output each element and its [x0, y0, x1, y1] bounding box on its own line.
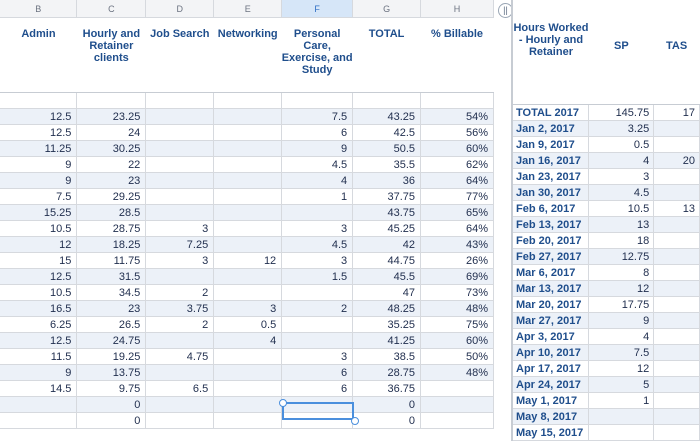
cell[interactable]	[654, 329, 700, 345]
column-letter-b[interactable]: B	[0, 0, 77, 18]
cell[interactable]: 12.5	[0, 269, 77, 285]
cell[interactable]: 9	[0, 157, 77, 173]
week-label: May 15, 2017	[513, 425, 589, 441]
cell[interactable]: 3	[589, 169, 654, 185]
cell[interactable]	[654, 137, 700, 153]
summary-row	[513, 377, 700, 393]
cell[interactable]: 24.75	[77, 333, 146, 349]
table-row	[0, 157, 494, 173]
table-row	[0, 381, 494, 397]
summary-column-header: TAS	[654, 0, 700, 105]
cell[interactable]: 12	[589, 361, 654, 377]
cell[interactable]: 7.5	[282, 109, 353, 125]
cell[interactable]	[654, 361, 700, 377]
table-row	[0, 173, 494, 189]
table-row	[0, 205, 494, 221]
summary-row	[513, 217, 700, 233]
cell[interactable]: 145.75	[589, 105, 654, 121]
cell[interactable]: 9	[589, 313, 654, 329]
cell[interactable]: 12.5	[0, 333, 77, 349]
cell[interactable]	[654, 425, 700, 441]
table-row	[0, 237, 494, 253]
cell[interactable]	[146, 189, 214, 205]
selection-handle-bottom-right[interactable]	[351, 417, 359, 425]
cell[interactable]	[214, 413, 282, 429]
freeze-toggle-button[interactable]: ||	[498, 3, 513, 18]
cell[interactable]	[0, 413, 77, 429]
cell[interactable]: 48%	[421, 365, 494, 381]
cell[interactable]: 31.5	[77, 269, 146, 285]
cell[interactable]: 23	[77, 301, 146, 317]
week-label: Mar 20, 2017	[513, 297, 589, 313]
cell[interactable]: 3	[146, 253, 214, 269]
cell[interactable]	[146, 93, 214, 109]
week-label: Jan 9, 2017	[513, 137, 589, 153]
week-label: Apr 3, 2017	[513, 329, 589, 345]
cell[interactable]: 4.75	[146, 349, 214, 365]
cell[interactable]: 2	[146, 317, 214, 333]
cell[interactable]	[421, 413, 494, 429]
summary-column-header: SP	[589, 0, 654, 105]
cell[interactable]	[146, 141, 214, 157]
cell[interactable]	[146, 157, 214, 173]
cell[interactable]: 35.5	[353, 157, 421, 173]
cell[interactable]	[146, 125, 214, 141]
table-row	[0, 189, 494, 205]
cell[interactable]: 10.5	[0, 221, 77, 237]
column-header: TOTAL	[353, 18, 421, 93]
summary-body	[513, 105, 700, 441]
cell[interactable]: 6	[282, 365, 353, 381]
summary-row	[513, 361, 700, 377]
cell[interactable]: 7.5	[589, 345, 654, 361]
cell[interactable]	[214, 397, 282, 413]
cell[interactable]: 1	[589, 393, 654, 409]
week-label: Apr 17, 2017	[513, 361, 589, 377]
week-label: TOTAL 2017	[513, 105, 589, 121]
cell[interactable]: 12	[589, 281, 654, 297]
cell[interactable]: 13.75	[77, 365, 146, 381]
cell[interactable]: 15.25	[0, 205, 77, 221]
cell[interactable]	[214, 269, 282, 285]
column-header: Admin	[0, 18, 77, 93]
cell[interactable]	[654, 185, 700, 201]
cell[interactable]	[282, 205, 353, 221]
cell[interactable]: 36	[353, 173, 421, 189]
cell[interactable]	[146, 333, 214, 349]
summary-row	[513, 169, 700, 185]
cell[interactable]	[654, 409, 700, 425]
cell[interactable]: 45.25	[353, 221, 421, 237]
data-body	[0, 93, 494, 429]
cell[interactable]: 41.25	[353, 333, 421, 349]
cell[interactable]: 4	[282, 173, 353, 189]
cell[interactable]: 6	[282, 125, 353, 141]
cell[interactable]: 28.75	[77, 221, 146, 237]
cell[interactable]	[214, 237, 282, 253]
cell[interactable]: 4.5	[282, 237, 353, 253]
cell[interactable]: 77%	[421, 189, 494, 205]
cell[interactable]	[654, 233, 700, 249]
week-label: Mar 13, 2017	[513, 281, 589, 297]
cell[interactable]	[0, 397, 77, 413]
cell[interactable]: 26.5	[77, 317, 146, 333]
column-header: Personal Care, Exercise, and Study	[282, 18, 353, 93]
cell[interactable]: 15	[0, 253, 77, 269]
summary-row	[513, 409, 700, 425]
cell[interactable]	[654, 297, 700, 313]
cell[interactable]: 3	[282, 221, 353, 237]
cell[interactable]: 30.25	[77, 141, 146, 157]
cell[interactable]	[654, 169, 700, 185]
cell[interactable]: 11.25	[0, 141, 77, 157]
table-row	[0, 365, 494, 381]
cell[interactable]	[146, 397, 214, 413]
summary-sheet	[513, 0, 700, 441]
cell[interactable]: 56%	[421, 125, 494, 141]
cell[interactable]: 0	[77, 413, 146, 429]
cell[interactable]: 9	[0, 173, 77, 189]
summary-row	[513, 153, 700, 169]
selection-handle-top-left[interactable]	[279, 399, 287, 407]
week-label: Feb 27, 2017	[513, 249, 589, 265]
cell[interactable]	[589, 409, 654, 425]
cell[interactable]: 6.25	[0, 317, 77, 333]
cell[interactable]	[214, 205, 282, 221]
cell[interactable]: 54%	[421, 109, 494, 125]
cell[interactable]: 34.5	[77, 285, 146, 301]
cell[interactable]: 48%	[421, 301, 494, 317]
cell[interactable]: 14.5	[0, 381, 77, 397]
cell[interactable]	[214, 285, 282, 301]
cell[interactable]: 3	[282, 253, 353, 269]
summary-row	[513, 137, 700, 153]
cell[interactable]: 62%	[421, 157, 494, 173]
table-row	[0, 125, 494, 141]
summary-row	[513, 201, 700, 217]
cell[interactable]: 19.25	[77, 349, 146, 365]
cell[interactable]: 12	[0, 237, 77, 253]
cell[interactable]: 18.25	[77, 237, 146, 253]
cell[interactable]: 12.75	[589, 249, 654, 265]
cell[interactable]: 4.5	[282, 157, 353, 173]
cell[interactable]	[214, 189, 282, 205]
week-label: Apr 10, 2017	[513, 345, 589, 361]
cell[interactable]: 47	[353, 285, 421, 301]
table-row	[0, 141, 494, 157]
cell[interactable]	[282, 93, 353, 109]
week-label: Mar 27, 2017	[513, 313, 589, 329]
cell[interactable]	[214, 109, 282, 125]
cell[interactable]: 1	[282, 189, 353, 205]
cell[interactable]: 12.5	[0, 125, 77, 141]
column-header: Networking	[214, 18, 282, 93]
summary-row	[513, 297, 700, 313]
cell[interactable]: 22	[77, 157, 146, 173]
cell[interactable]	[0, 93, 77, 109]
cell[interactable]: 23	[77, 173, 146, 189]
cell[interactable]	[654, 249, 700, 265]
cell[interactable]	[282, 285, 353, 301]
table-row	[0, 333, 494, 349]
cell[interactable]	[214, 125, 282, 141]
cell[interactable]	[146, 173, 214, 189]
column-letter-h[interactable]: H	[421, 0, 494, 18]
week-label: Feb 20, 2017	[513, 233, 589, 249]
summary-table	[513, 0, 700, 441]
week-label: Apr 24, 2017	[513, 377, 589, 393]
cell[interactable]: 26%	[421, 253, 494, 269]
cell[interactable]	[654, 281, 700, 297]
table-row	[0, 269, 494, 285]
cell[interactable]: 73%	[421, 285, 494, 301]
cell[interactable]: 13	[589, 217, 654, 233]
cell[interactable]	[214, 381, 282, 397]
cell[interactable]: 0	[353, 397, 421, 413]
cell[interactable]: 3	[282, 349, 353, 365]
cell[interactable]	[146, 365, 214, 381]
cell[interactable]: 6.5	[146, 381, 214, 397]
cell[interactable]	[421, 93, 494, 109]
cell[interactable]: 18	[589, 233, 654, 249]
cell[interactable]	[214, 365, 282, 381]
cell[interactable]	[421, 381, 494, 397]
cell[interactable]: 23.25	[77, 109, 146, 125]
cell[interactable]: 29.25	[77, 189, 146, 205]
cell[interactable]: 6	[282, 381, 353, 397]
column-letter-e[interactable]: E	[214, 0, 282, 18]
week-label: Feb 6, 2017	[513, 201, 589, 217]
summary-row	[513, 233, 700, 249]
cell[interactable]: 0	[77, 397, 146, 413]
cell[interactable]	[77, 93, 146, 109]
selected-cell[interactable]	[282, 402, 354, 420]
summary-row	[513, 281, 700, 297]
summary-row	[513, 345, 700, 361]
cell[interactable]: 42	[353, 237, 421, 253]
week-label: Feb 13, 2017	[513, 217, 589, 233]
week-label: May 8, 2017	[513, 409, 589, 425]
cell[interactable]: 17	[654, 105, 700, 121]
cell[interactable]: 10.5	[589, 201, 654, 217]
header-row	[0, 18, 494, 93]
cell[interactable]: 17.75	[589, 297, 654, 313]
summary-row	[513, 105, 700, 121]
table-row	[0, 109, 494, 125]
cell[interactable]: 43.75	[353, 205, 421, 221]
cell[interactable]: 2	[146, 285, 214, 301]
cell[interactable]	[589, 425, 654, 441]
week-label: Jan 23, 2017	[513, 169, 589, 185]
cell[interactable]: 48.25	[353, 301, 421, 317]
cell[interactable]	[654, 345, 700, 361]
summary-row	[513, 329, 700, 345]
week-label: May 1, 2017	[513, 393, 589, 409]
cell[interactable]: 12.5	[0, 109, 77, 125]
week-label: Jan 16, 2017	[513, 153, 589, 169]
cell[interactable]	[654, 313, 700, 329]
cell[interactable]: 3	[146, 221, 214, 237]
cell[interactable]: 60%	[421, 333, 494, 349]
cell[interactable]	[654, 217, 700, 233]
table-row	[0, 93, 494, 109]
cell[interactable]: 65%	[421, 205, 494, 221]
cell[interactable]: 13	[654, 201, 700, 217]
summary-row	[513, 393, 700, 409]
cell[interactable]: 0.5	[589, 137, 654, 153]
table-row	[0, 301, 494, 317]
cell[interactable]: 3	[214, 301, 282, 317]
summary-row	[513, 313, 700, 329]
cell[interactable]: 3.75	[146, 301, 214, 317]
cell[interactable]: 4.5	[589, 185, 654, 201]
cell[interactable]: 44.75	[353, 253, 421, 269]
cell[interactable]: 28.75	[353, 365, 421, 381]
cell[interactable]: 38.5	[353, 349, 421, 365]
table-row	[0, 253, 494, 269]
column-header: Hourly and Retainer clients	[77, 18, 146, 93]
cell[interactable]: 43%	[421, 237, 494, 253]
cell[interactable]: 28.5	[77, 205, 146, 221]
week-label: Jan 2, 2017	[513, 121, 589, 137]
cell[interactable]: 11.5	[0, 349, 77, 365]
cell[interactable]	[214, 141, 282, 157]
cell[interactable]: 4	[589, 153, 654, 169]
table-row	[0, 285, 494, 301]
cell[interactable]: 7.5	[0, 189, 77, 205]
cell[interactable]: 64%	[421, 173, 494, 189]
column-header: Job Search	[146, 18, 214, 93]
cell[interactable]: 0	[353, 413, 421, 429]
cell[interactable]: 16.5	[0, 301, 77, 317]
table-row	[0, 349, 494, 365]
cell[interactable]	[421, 397, 494, 413]
cell[interactable]	[282, 317, 353, 333]
cell[interactable]: 43.25	[353, 109, 421, 125]
cell[interactable]	[214, 157, 282, 173]
column-letter-d[interactable]: D	[146, 0, 214, 18]
cell[interactable]: 9.75	[77, 381, 146, 397]
cell[interactable]	[146, 269, 214, 285]
cell[interactable]	[146, 109, 214, 125]
cell[interactable]	[654, 121, 700, 137]
cell[interactable]: 2	[282, 301, 353, 317]
cell[interactable]: 69%	[421, 269, 494, 285]
cell[interactable]: 4	[589, 329, 654, 345]
summary-column-header: Hours Worked - Hourly and Retainer	[513, 0, 589, 105]
cell[interactable]: 60%	[421, 141, 494, 157]
cell[interactable]	[214, 221, 282, 237]
cell[interactable]: 24	[77, 125, 146, 141]
week-label: Mar 6, 2017	[513, 265, 589, 281]
cell[interactable]	[214, 93, 282, 109]
cell[interactable]: 64%	[421, 221, 494, 237]
table-row	[0, 317, 494, 333]
table-row	[0, 221, 494, 237]
cell[interactable]	[654, 265, 700, 281]
column-header: % Billable	[421, 18, 494, 93]
cell[interactable]: 12	[214, 253, 282, 269]
cell[interactable]: 9	[282, 141, 353, 157]
cell[interactable]: 20	[654, 153, 700, 169]
column-letter-f[interactable]: F	[282, 0, 353, 18]
cell[interactable]: 50%	[421, 349, 494, 365]
cell[interactable]	[214, 349, 282, 365]
summary-row	[513, 249, 700, 265]
column-letter-g[interactable]: G	[353, 0, 421, 18]
column-letter-row	[0, 0, 494, 18]
cell[interactable]: 5	[589, 377, 654, 393]
cell[interactable]: 4	[214, 333, 282, 349]
cell[interactable]: 42.5	[353, 125, 421, 141]
cell[interactable]: 45.5	[353, 269, 421, 285]
cell[interactable]	[214, 173, 282, 189]
cell[interactable]: 7.25	[146, 237, 214, 253]
cell[interactable]	[654, 393, 700, 409]
cell[interactable]: 1.5	[282, 269, 353, 285]
summary-row	[513, 425, 700, 441]
cell[interactable]	[654, 377, 700, 393]
cell[interactable]	[353, 93, 421, 109]
cell[interactable]	[146, 413, 214, 429]
cell[interactable]: 11.75	[77, 253, 146, 269]
summary-row	[513, 185, 700, 201]
table-row	[0, 413, 494, 429]
cell[interactable]: 50.5	[353, 141, 421, 157]
cell[interactable]	[146, 205, 214, 221]
summary-row	[513, 265, 700, 281]
cell[interactable]: 37.75	[353, 189, 421, 205]
cell[interactable]	[282, 333, 353, 349]
cell[interactable]: 36.75	[353, 381, 421, 397]
week-label: Jan 30, 2017	[513, 185, 589, 201]
cell[interactable]: 35.25	[353, 317, 421, 333]
cell[interactable]: 3.25	[589, 121, 654, 137]
cell[interactable]: 10.5	[0, 285, 77, 301]
table-row	[0, 397, 494, 413]
cell[interactable]: 75%	[421, 317, 494, 333]
cell[interactable]: 8	[589, 265, 654, 281]
cell[interactable]: 9	[0, 365, 77, 381]
column-letter-c[interactable]: C	[77, 0, 146, 18]
cell[interactable]: 0.5	[214, 317, 282, 333]
summary-row	[513, 121, 700, 137]
summary-header-row	[513, 0, 700, 105]
